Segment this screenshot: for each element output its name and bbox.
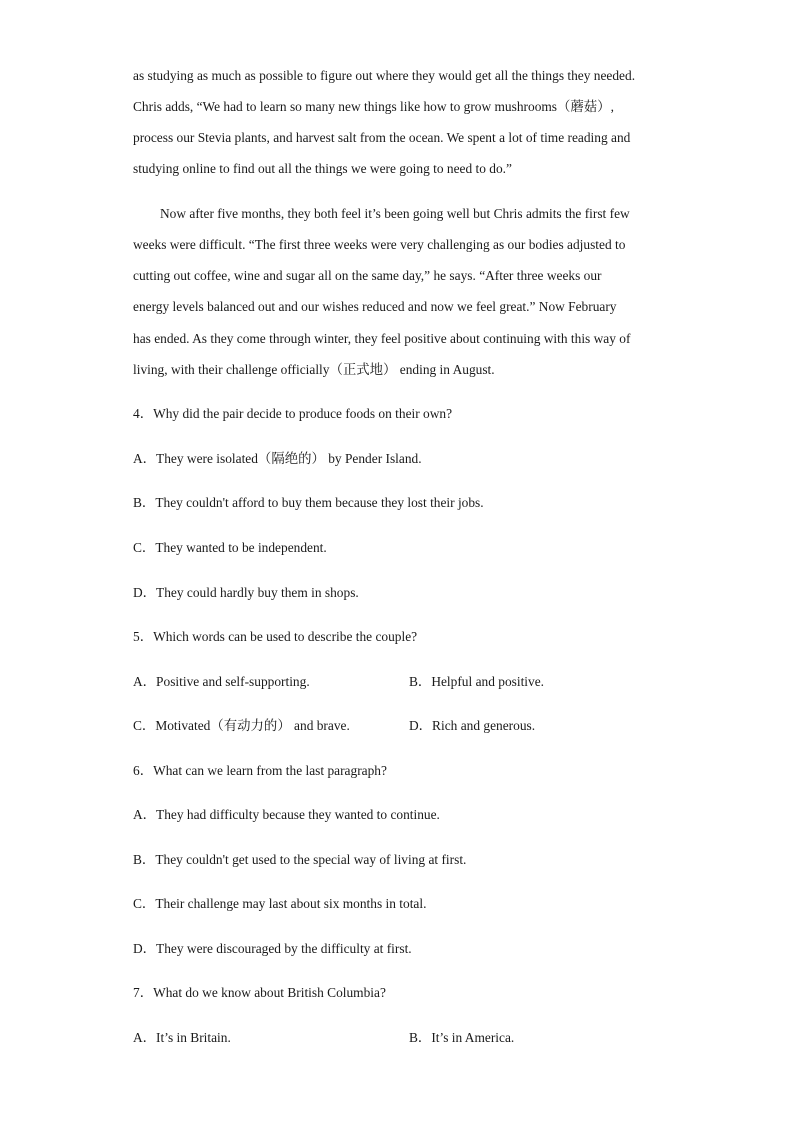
answer-option: A．Positive and self-supporting. (133, 674, 310, 689)
passage-line: studying online to find out all the things we were going to need to do.” (133, 161, 512, 176)
passage-line: as studying as much as possible to figure out where they would get all the things they needed. (133, 68, 636, 83)
answer-option: D．They could hardly buy them in shops. (133, 585, 359, 600)
passage-line: energy levels balanced out and our wishes reduced and now we feel great.” Now February (133, 299, 617, 314)
question-stem: 4．Why did the pair decide to produce foods on their own? (133, 406, 453, 421)
answer-option: B．They couldn't get used to the special way of living at first. (133, 852, 467, 867)
answer-option: B．It’s in America. (409, 1030, 515, 1045)
passage-line: weeks were difficult. “The first three weeks were very challenging as our bodies adjusted to (133, 237, 626, 252)
question-stem: 7．What do we know about British Columbia? (133, 985, 386, 1000)
passage-line: has ended. As they come through winter, they feel positive about continuing with this way of (133, 331, 631, 346)
passage-line: process our Stevia plants, and harvest salt from the ocean. We spent a lot of time reading and (133, 130, 631, 145)
passage-line: cutting out coffee, wine and sugar all on the same day,” he says. “After three weeks our (133, 268, 602, 283)
answer-option: C．They wanted to be independent. (133, 540, 327, 555)
answer-option: A．They were isolated（隔绝的） by Pender Island. (133, 451, 422, 466)
answer-option: A．It’s in Britain. (133, 1030, 231, 1045)
passage-line: living, with their challenge officially（正式地） ending in August. (133, 362, 495, 377)
question-stem: 6．What can we learn from the last paragraph? (133, 763, 387, 778)
answer-option: A．They had difficulty because they wanted to continue. (133, 807, 440, 822)
answer-option: D．They were discouraged by the difficulty at first. (133, 941, 412, 956)
answer-option: C．Their challenge may last about six months in total. (133, 896, 427, 911)
answer-option: B．They couldn't afford to buy them because they lost their jobs. (133, 495, 484, 510)
answer-option: B．Helpful and positive. (409, 674, 545, 689)
question-stem: 5．Which words can be used to describe the couple? (133, 629, 418, 644)
passage-line: Now after five months, they both feel it’s been going well but Chris admits the first few (160, 206, 630, 221)
answer-option: C．Motivated（有动力的） and brave. (133, 718, 350, 733)
passage-line: Chris adds, “We had to learn so many new things like how to grow mushrooms（蘑菇）, (133, 99, 614, 114)
answer-option: D．Rich and generous. (409, 718, 536, 733)
